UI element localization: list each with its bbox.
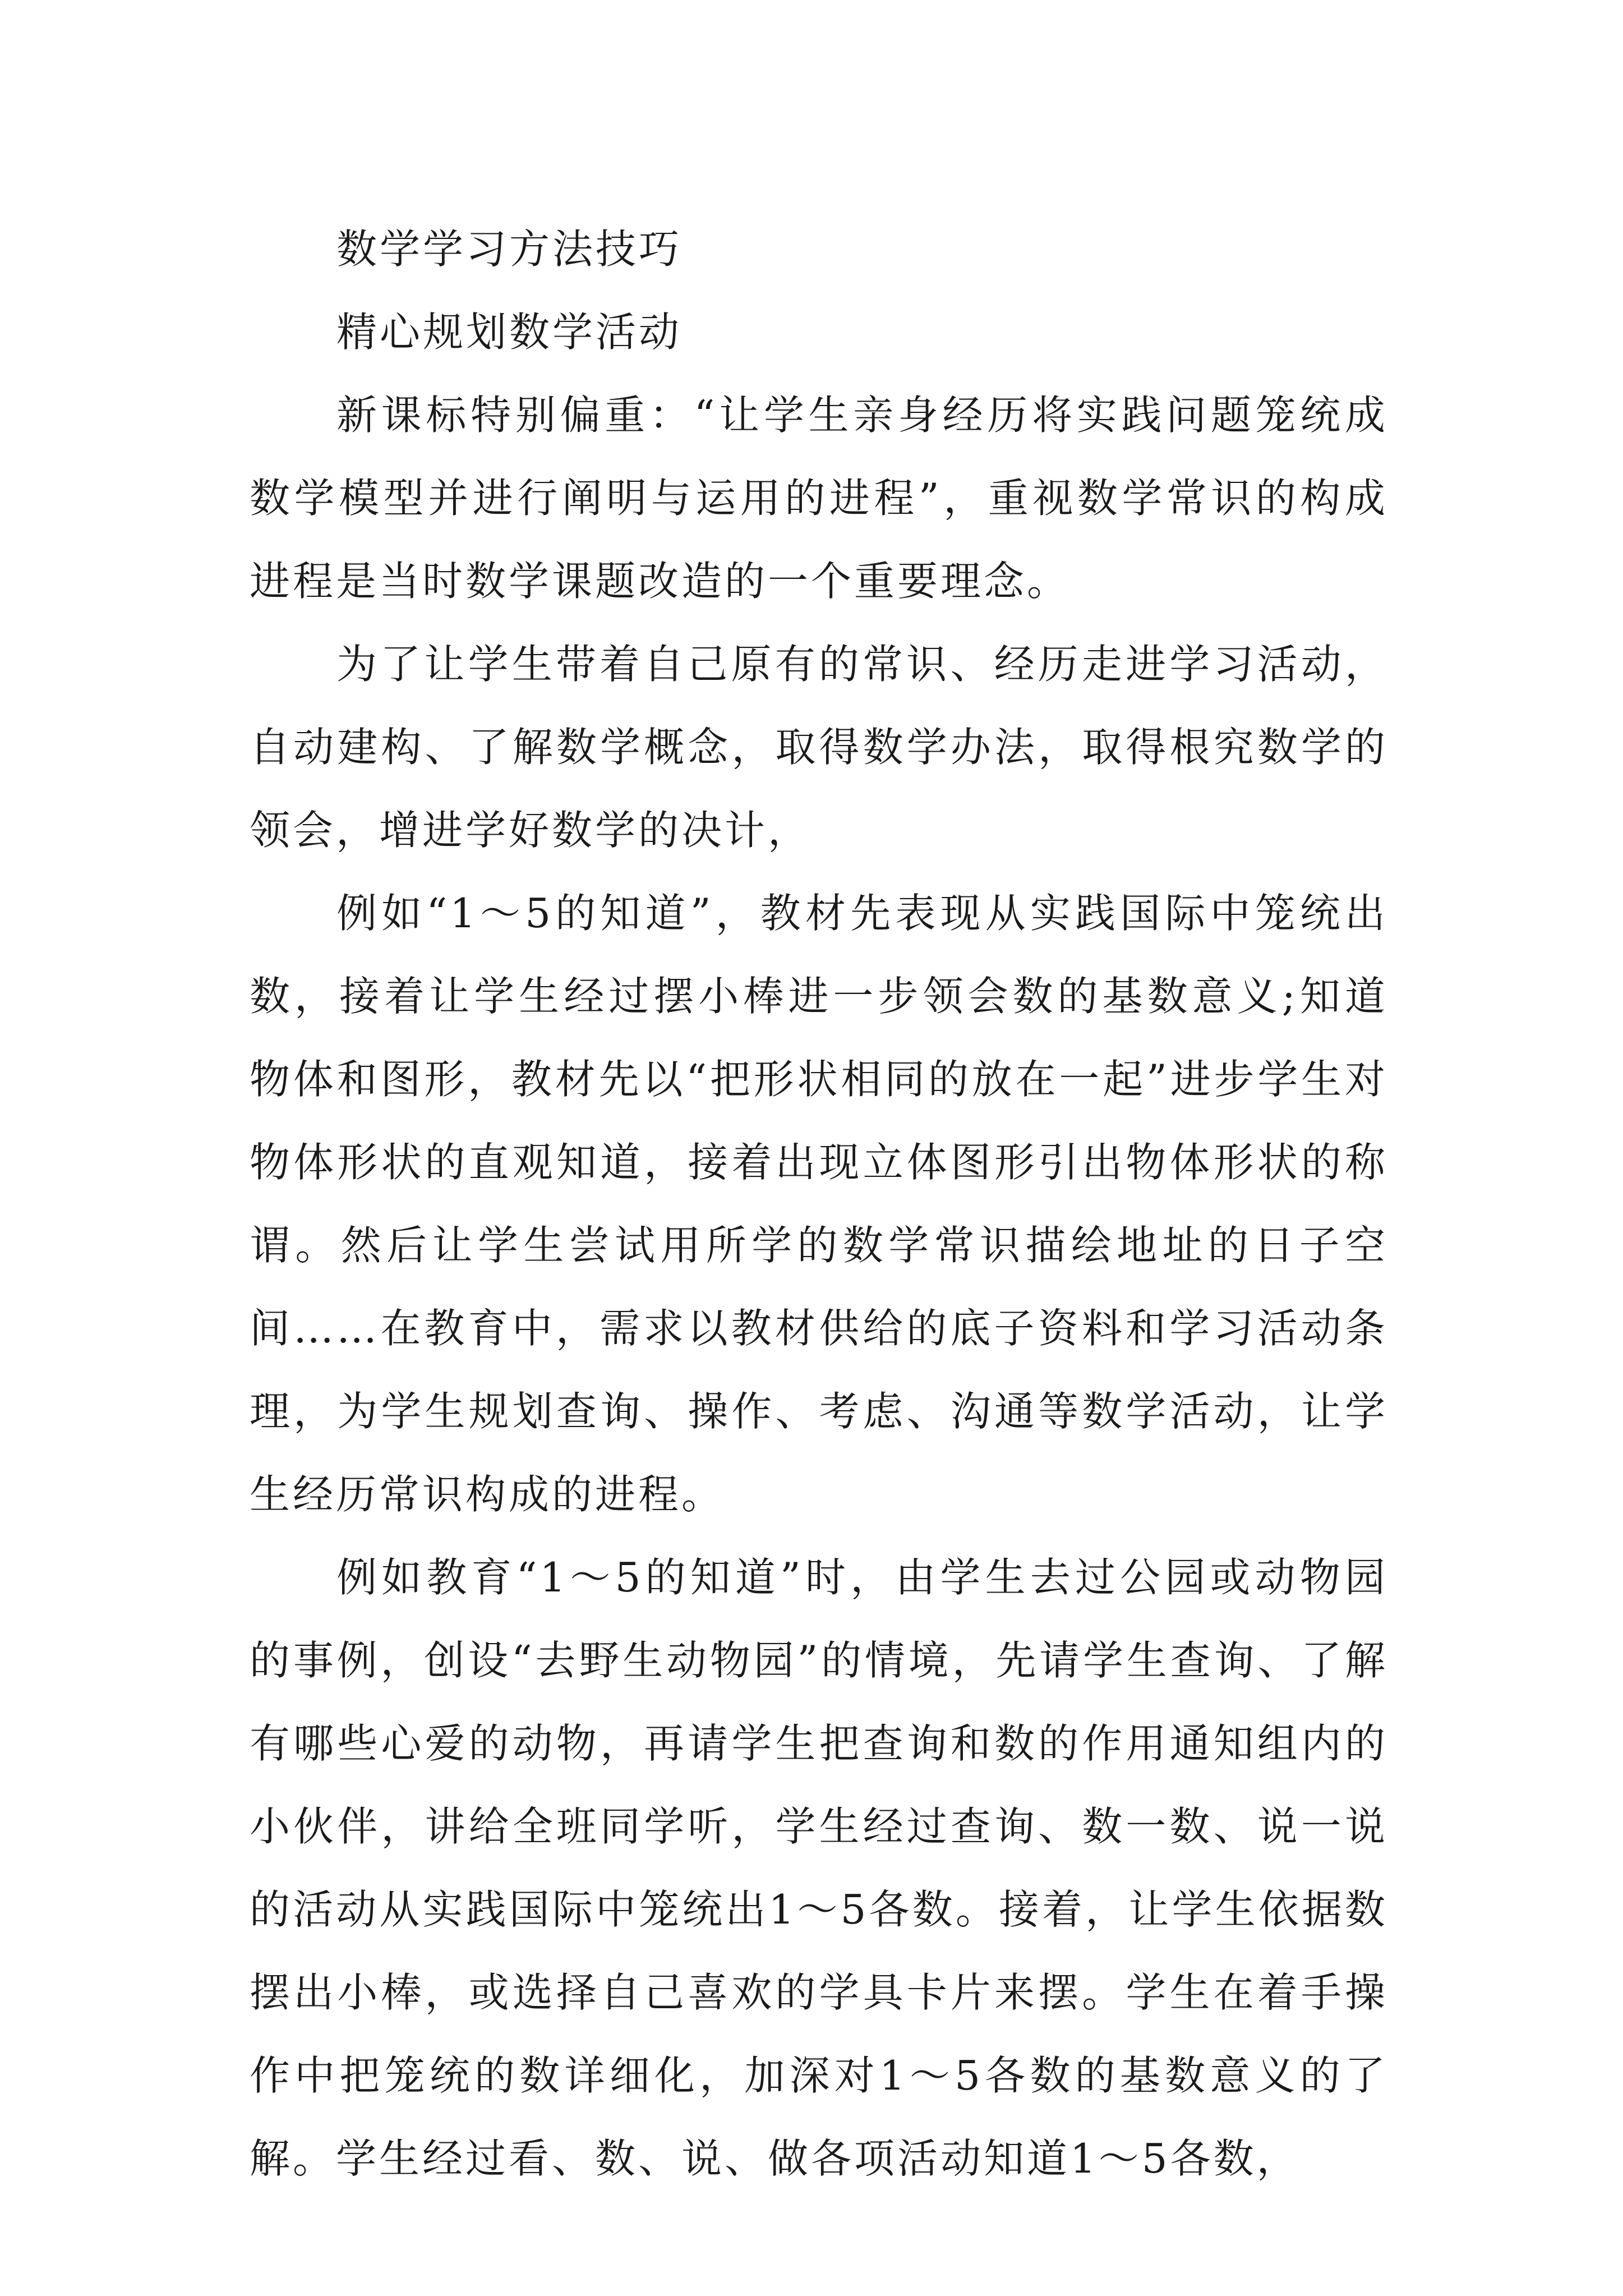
paragraph: 例如教育“1～5的知道”时，由学生去过公园或动物园的事例，创设“去野生动物园”的情境，先请学生查询、了解有哪些心爱的动物，再请学生把查询和数的作用通知组内的小伙伴，讲给全班同学听，学生经过查询、数一数、说一说的活动从实践国际中笼统出1～5各数。接着，让学生依据数摆出小棒，或选择自己喜欢的学具卡片来摆。学生在着手操作中把笼统的数详细化，加深对1～5各数的基数意义的了解。学生经过看、数、说、做各项活动知道1～5各数， bbox=[250, 1554, 1388, 2182]
paragraph: 为了让学生带着自己原有的常识、经历走进学习活动，自动建构、了解数学概念，取得数学办法，取得根究数学的领会，增进学好数学的决计， bbox=[250, 641, 1388, 854]
document-body bbox=[250, 208, 1388, 2200]
paragraph: 新课标特别偏重：“让学生亲身经历将实践问题笼统成数学模型并进行阐明与运用的进程”，重视数学常识的构成进程是当时数学课题改造的一个重要理念。 bbox=[250, 392, 1388, 605]
section-heading: 精心规划数学活动 bbox=[336, 309, 683, 356]
paragraph: 例如“1～5的知道”，教材先表现从实践国际中笼统出数，接着让学生经过摆小棒进一步领会数的基数意义;知道物体和图形，教材先以“把形状相同的放在一起”进步学生对物体形状的直观知道，接着出现立体图形引出物体形状的称谓。然后让学生尝试用所学的数学常识描绘地址的日子空间……在教育中，需求以教材供给的底子资料和学习活动条理，为学生规划查询、操作、考虑、沟通等数学活动，让学生经历常识构成的进程。 bbox=[250, 890, 1388, 1518]
document-title: 数学学习方法技巧 bbox=[336, 226, 683, 273]
